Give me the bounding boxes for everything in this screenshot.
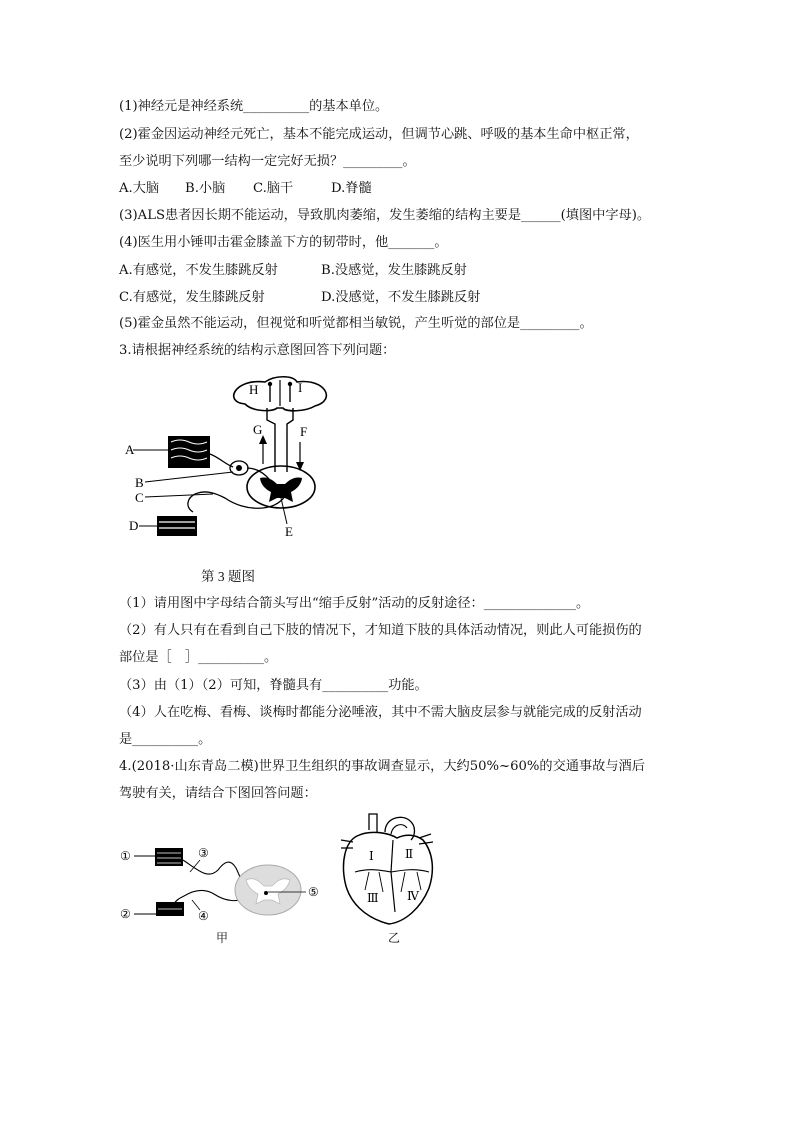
label-D: D — [129, 518, 139, 533]
option-d: D.脊髓 — [331, 181, 372, 196]
label-I: I — [298, 380, 303, 395]
mark-II: Ⅱ — [405, 847, 414, 861]
q2-part2-options — [119, 180, 372, 198]
mark-5: ⑤ — [308, 885, 319, 899]
figure-3-nervous-system — [125, 372, 345, 547]
label-C: C — [135, 490, 144, 505]
option-b: B.小脑 — [185, 181, 226, 196]
q2-part2-stem: (2)霍金因运动神经元死亡，基本不能完成运动，但调节心跳、呼吸的基本生命中枢正常， — [119, 127, 639, 142]
q3-part2-stem-cont: 部位是［ ］__________。 — [119, 650, 278, 665]
mark-2: ② — [120, 907, 131, 921]
option-a: A.大脑 — [119, 181, 160, 196]
option-c: C.脑干 — [253, 181, 294, 196]
heart-outline — [344, 832, 433, 924]
mark-1: ① — [120, 849, 131, 863]
label-G: G — [253, 422, 263, 437]
figure-4-yi-label: 乙 — [388, 931, 401, 945]
q4-stem: 4.(2018·山东青岛二模)世界卫生组织的事故调查显示，大约50%~60%的交通事故与酒后 — [119, 759, 645, 774]
figure-4-yi-heart — [335, 812, 445, 930]
q2-part3: (3)ALS患者因长期不能运动，导致肌肉萎缩，发生萎缩的结构主要是______(填图中字母)。 — [119, 208, 651, 223]
q2-part1: (1)神经元是神经系统__________的基本单位。 — [119, 99, 389, 114]
q3-stem: 3.请根据神经系统的结构示意图回答下列问题： — [119, 343, 396, 358]
label-F: F — [300, 424, 308, 439]
mark-4: ④ — [198, 909, 209, 923]
q3-part4-stem-cont: 是__________。 — [119, 732, 212, 747]
q2-part4-stem: (4)医生用小锤叩击霍金膝盖下方的韧带时，他_______。 — [119, 235, 448, 250]
q2-part2-stem-cont: 至少说明下列哪一结构一定完好无损？_________。 — [119, 154, 416, 169]
q2-part5: (5)霍金虽然不能运动，但视觉和听觉都相当敏锐，产生听觉的部位是_________。 — [119, 316, 593, 331]
option-b: B.没感觉，发生膝跳反射 — [321, 263, 467, 278]
label-H: H — [249, 382, 259, 397]
figure-4-jia-label: 甲 — [216, 931, 229, 945]
q3-part3: （3）由（1）（2）可知，脊髓具有__________功能。 — [119, 678, 428, 693]
option-c: C.有感觉，发生膝跳反射 — [119, 290, 265, 305]
q3-part4-stem: （4）人在吃梅、看梅、谈梅时都能分泌唾液，其中不需大脑皮层参与就能完成的反射活动 — [119, 705, 642, 720]
q3-part1: （1）请用图中字母结合箭头写出“缩手反射”活动的反射途径：______________。 — [119, 596, 590, 611]
mark-IV: Ⅳ — [407, 889, 419, 903]
option-d: D.没感觉，不发生膝跳反射 — [321, 290, 481, 305]
q2-part4-options-cd — [119, 289, 480, 307]
mark-3: ③ — [198, 846, 209, 860]
q2-part4-options-ab — [119, 262, 467, 280]
figure-4-jia-reflex-arc — [118, 840, 338, 935]
q4-stem-cont: 驾驶有关，请结合下图回答问题： — [119, 786, 317, 801]
option-a: A.有感觉，不发生膝跳反射 — [119, 263, 278, 278]
mark-I: Ⅰ — [369, 849, 374, 863]
label-B: B — [135, 475, 144, 490]
figure-3-caption: 第 3 题图 — [201, 569, 255, 584]
label-E: E — [285, 524, 293, 539]
q3-part2-stem: （2）有人只有在看到自己下肢的情况下，才知道下肢的具体活动情况，则此人可能损伤的 — [119, 623, 642, 638]
mark-III: Ⅲ — [367, 891, 379, 905]
label-A: A — [125, 442, 135, 457]
